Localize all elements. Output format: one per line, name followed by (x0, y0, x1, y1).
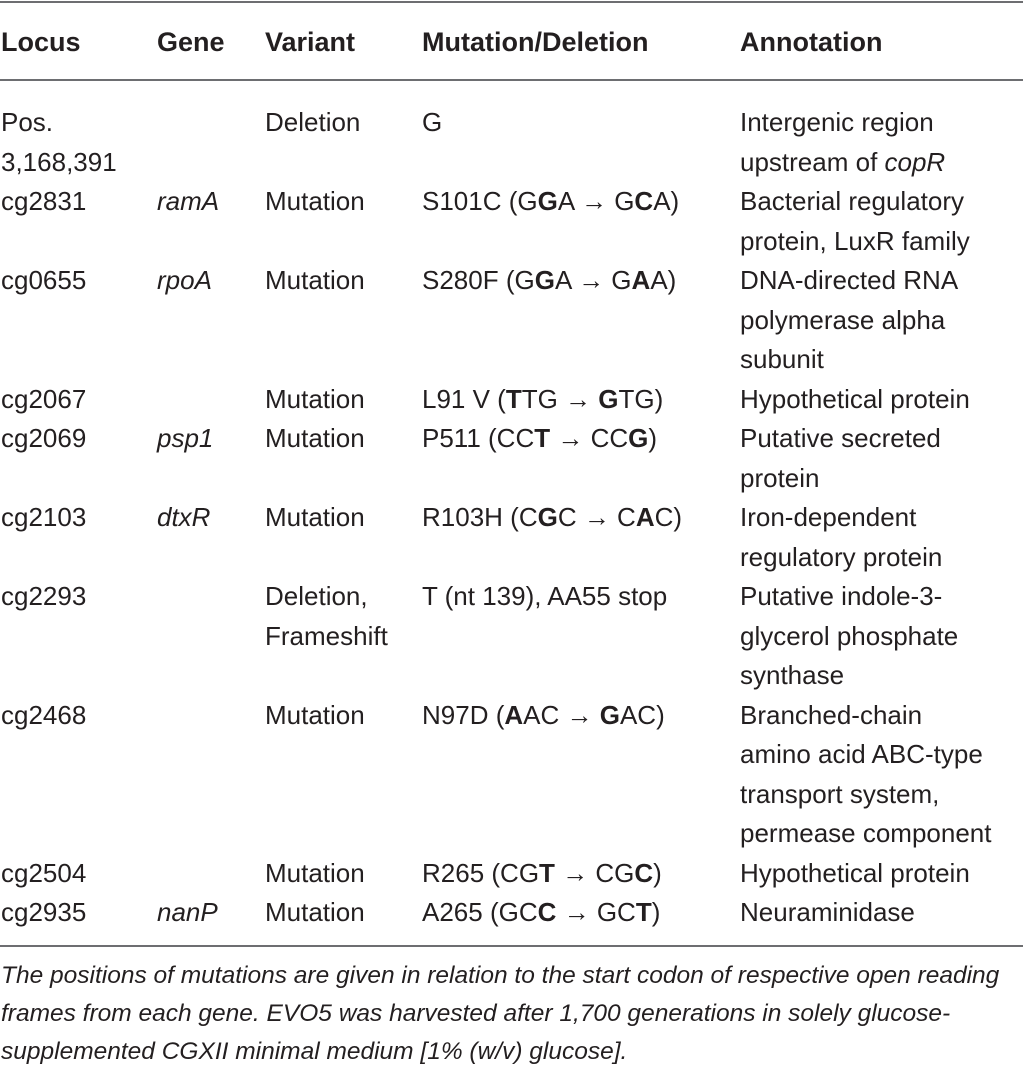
annotation-text: Iron-dependent regulatory protein (740, 502, 943, 572)
table-row (0, 261, 1023, 380)
mutation-text: S101C (G (422, 186, 538, 216)
cell-mutation (422, 696, 740, 736)
mutation-text: L91 V ( (422, 383, 506, 414)
header-mutation: Mutation/Deletion (422, 26, 649, 57)
mutation-text: ) (653, 857, 662, 888)
mutation-text: A) (650, 265, 677, 295)
cell-locus: cg0655 (1, 265, 87, 295)
mutation-text: AC) (619, 699, 665, 730)
gene-name-italic: copR (884, 146, 946, 177)
cell-variant: Mutation (265, 857, 365, 888)
annotation-text: DNA-directed RNA polymerase alpha subunit (740, 265, 959, 374)
mutated-base: G (598, 383, 619, 414)
cell-annotation (740, 380, 1023, 420)
cell-locus: cg2935 (1, 897, 87, 927)
mutation-text: TG) (618, 383, 664, 414)
cell-variant: Mutation (265, 897, 365, 927)
annotation-text: Branched-chain amino acid ABC-type transport system, permease component (740, 699, 992, 848)
header-annotation: Annotation (740, 26, 883, 57)
annotation-text: Neuraminidase (740, 897, 915, 927)
mutation-text: G (422, 107, 443, 137)
table-row (0, 577, 1023, 696)
cell-variant: Mutation (265, 423, 365, 453)
mutated-base: T (505, 383, 522, 414)
cell-mutation (422, 103, 740, 143)
table-row (0, 182, 1023, 261)
table-row (0, 893, 1023, 933)
mutation-text: ) (648, 423, 658, 453)
cell-annotation (740, 893, 1023, 933)
mutation-text: T (nt 139), AA55 stop (422, 581, 668, 611)
cell-locus: cg2293 (1, 581, 87, 611)
header-gene: Gene (157, 26, 225, 57)
header-locus: Locus (1, 26, 81, 57)
mutated-base: G (537, 502, 558, 532)
mutation-text: P511 (CC (422, 423, 535, 453)
cell-locus: cg2831 (1, 186, 87, 216)
mutated-base: A (631, 265, 651, 295)
cell-variant: Deletion (265, 107, 361, 137)
table-row (0, 103, 1023, 182)
annotation-text: Intergenic region upstream of (740, 107, 934, 177)
cell-annotation (740, 103, 1023, 182)
mutated-base: G (534, 265, 555, 295)
cell-mutation (422, 380, 740, 420)
mutation-text: → GC (556, 897, 636, 927)
cell-gene: rpoA (157, 265, 212, 295)
mutated-base: G (628, 423, 649, 453)
table-row (0, 380, 1023, 420)
cell-mutation (422, 854, 740, 894)
mutation-text: A) (653, 186, 680, 216)
table-body (0, 81, 1023, 933)
annotation-text: Putative indole-3- glycerol phosphate synthase (740, 581, 959, 690)
cell-mutation (422, 419, 740, 459)
cell-annotation (740, 182, 1023, 261)
cell-gene: dtxR (157, 502, 211, 532)
cell-locus: cg2069 (1, 423, 87, 453)
cell-mutation (422, 182, 740, 222)
mutation-text: A → G (557, 186, 635, 216)
cell-gene: ramA (157, 186, 220, 216)
cell-gene: nanP (157, 897, 218, 927)
cell-annotation (740, 419, 1023, 498)
mutation-text: N97D ( (422, 699, 505, 730)
cell-locus: cg2067 (1, 383, 87, 414)
mutated-base: C (634, 186, 654, 216)
cell-variant: Mutation (265, 265, 365, 295)
mutation-text: R103H (C (422, 502, 538, 532)
mutated-base: C (634, 857, 654, 888)
cell-annotation (740, 261, 1023, 380)
annotation-text: Putative secreted protein (740, 423, 941, 493)
cell-annotation (740, 498, 1023, 577)
cell-variant: Mutation (265, 383, 365, 414)
mutation-text: → CG (554, 857, 635, 888)
cell-mutation (422, 577, 740, 617)
cell-locus: cg2504 (1, 857, 87, 888)
annotation-text: Bacterial regulatory protein, LuxR family (740, 186, 970, 256)
mutated-base: A (504, 699, 524, 730)
cell-mutation (422, 893, 740, 933)
cell-locus: cg2103 (1, 502, 87, 532)
mutated-base: T (539, 857, 555, 888)
table-row (0, 854, 1023, 894)
mutation-text: C) (654, 502, 683, 532)
mutation-text: A → G (554, 265, 632, 295)
table-row (0, 696, 1023, 854)
cell-variant: Mutation (265, 699, 365, 730)
mutated-base: G (537, 186, 558, 216)
mutation-text: R265 (CG (422, 857, 540, 888)
mutation-text: ) (651, 897, 661, 927)
cell-locus: cg2468 (1, 699, 87, 730)
annotation-text: Hypothetical protein (740, 383, 970, 414)
cell-annotation (740, 696, 1023, 854)
table-header-row (0, 3, 1023, 81)
mutation-text: C → C (557, 502, 636, 532)
cell-annotation (740, 577, 1023, 696)
cell-mutation (422, 498, 740, 538)
cell-gene: psp1 (157, 423, 214, 453)
cell-locus: Pos. 3,168,391 (1, 107, 117, 177)
mutated-base: T (534, 423, 551, 453)
annotation-text: Hypothetical protein (740, 857, 970, 888)
mutated-base: C (537, 897, 557, 927)
mutated-base: G (599, 699, 620, 730)
mutation-text: AC → (523, 699, 600, 730)
cell-variant: Mutation (265, 502, 365, 532)
cell-variant: Mutation (265, 186, 365, 216)
header-variant: Variant (265, 26, 356, 57)
cell-mutation (422, 261, 740, 301)
table-row (0, 419, 1023, 498)
mutation-text: TG → (521, 383, 599, 414)
table-row (0, 498, 1023, 577)
mutated-base: T (635, 897, 652, 927)
cell-annotation (740, 854, 1023, 894)
mutation-text: A265 (GC (422, 897, 538, 927)
mutation-text: S280F (G (422, 265, 535, 295)
table-footnote: The positions of mutations are given in relation to the start codon of respective open reading frames from each gene. EVO5 was harvested after 1,700 generations in solely glucose-supplemented CGXII minimal medium [1% (w/v) glucose]. (1, 961, 1000, 1065)
mutation-text: → CC (550, 423, 629, 453)
mutated-base: A (635, 502, 655, 532)
cell-variant: Deletion, Frameshift (265, 581, 388, 651)
